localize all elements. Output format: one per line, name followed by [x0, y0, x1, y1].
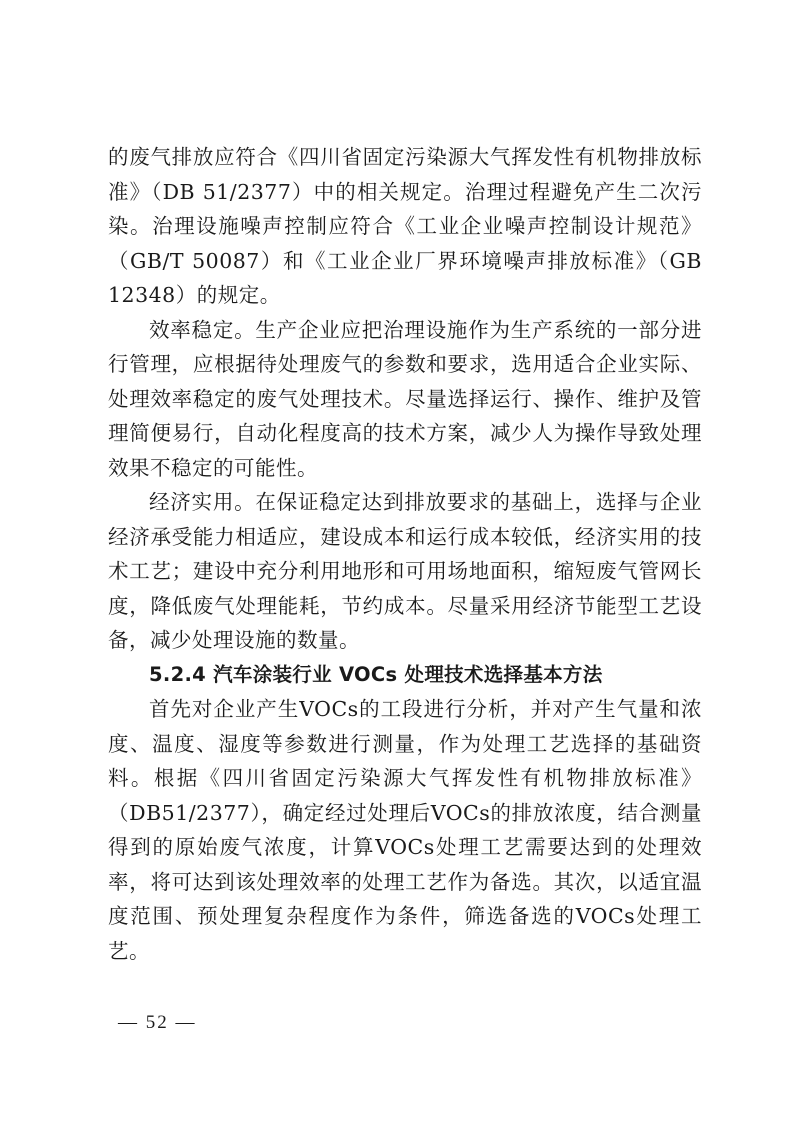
section-heading: 5.2.4 汽车涂装行业 VOCs 处理技术选择基本方法 — [149, 662, 603, 686]
paragraph-efficiency: 效率稳定。生产企业应把治理设施作为生产系统的一部分进行管理，应根据待处理废气的参数和要求，选用适合企业实际、处理效率稳定的废气处理技术。尽量选择运行、操作、维护及管理简便易行，自动化程度高的技术方案，减少人为操作导致处理效果不稳定的可能性。 — [108, 317, 702, 480]
page-number: — 52 — — [118, 1012, 197, 1033]
paragraph-continuation: 的废气排放应符合《四川省固定污染源大气挥发性有机物排放标准》（DB 51/2377）中的相关规定。治理过程避免产生二次污染。治理设施噪声控制应符合《工业企业噪声控制设计规范》（GB/T 50087）和《工业企业厂界环境噪声排放标准》（GB 12348）的规定。 — [108, 145, 702, 307]
paragraph-method: 首先对企业产生VOCs的工段进行分析，并对产生气量和浓度、温度、湿度等参数进行测量，作为处理工艺选择的基础资料。根据《四川省固定污染源大气挥发性有机物排放标准》（DB51/2377），确定经过处理后VOCs的排放浓度，结合测量得到的原始废气浓度，计算VOCs处理工艺需要达到的处理效率，将可达到该处理效率的处理工艺作为备选。其次，以适宜温度范围、预处理复杂程度作为条件，筛选备选的VOCs处理工艺。 — [108, 697, 702, 963]
paragraph-economy: 经济实用。在保证稳定达到排放要求的基础上，选择与企业经济承受能力相适应，建设成本和运行成本较低，经济实用的技术工艺；建设中充分利用地形和可用场地面积，缩短废气管网长度，降低废气处理能耗，节约成本。尽量采用经济节能型工艺设备，减少处理设施的数量。 — [108, 490, 702, 652]
body-text — [108, 140, 702, 968]
